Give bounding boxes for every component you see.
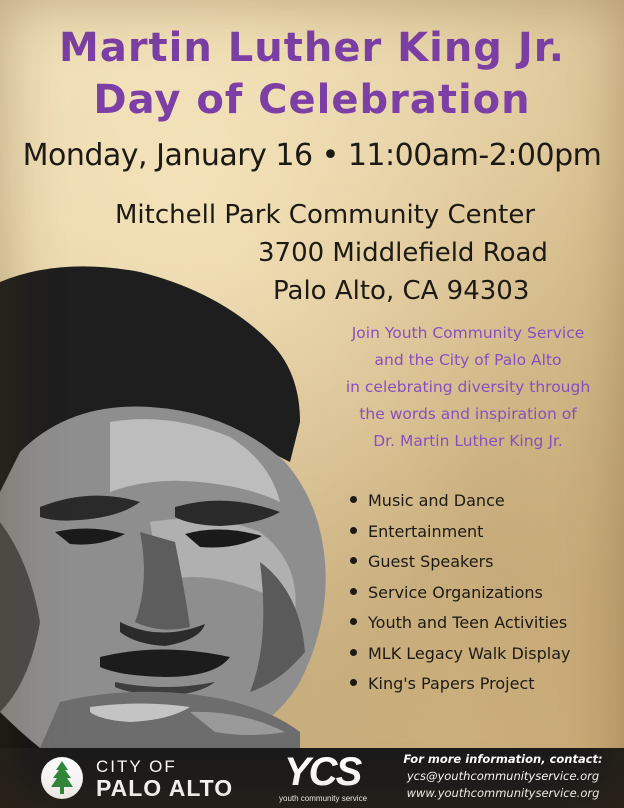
intro-line: Dr. Martin Luther King Jr. [373, 432, 563, 450]
list-item-label: Entertainment [368, 521, 484, 541]
bullet-icon [350, 679, 357, 686]
city-logo-bottom-text: PALO ALTO [96, 775, 234, 801]
list-item-label: King's Papers Project [368, 674, 535, 693]
palo-alto-tree-logo-icon [40, 756, 84, 800]
contact-website-link[interactable]: www.youthcommunityservice.org [406, 786, 600, 800]
street-address: 3700 Middlefield Road [258, 238, 548, 268]
bullet-icon [350, 496, 357, 503]
contact-heading: For more information, contact: [403, 752, 603, 766]
intro-text [318, 320, 618, 455]
list-item [350, 517, 570, 548]
ycs-tagline: youth community service [279, 794, 368, 803]
bullet-icon [350, 527, 357, 534]
footer-bar [0, 748, 624, 808]
bullet-icon [350, 649, 357, 656]
list-item-label: Guest Speakers [368, 552, 494, 571]
venue-name: Mitchell Park Community Center [115, 200, 536, 230]
bullet-icon [350, 557, 357, 564]
bullet-icon [350, 588, 357, 595]
intro-line: in celebrating diversity through [345, 378, 591, 396]
bullet-icon [350, 618, 357, 625]
list-item-label: Youth and Teen Activities [368, 613, 568, 632]
list-item-label: Music and Dance [368, 491, 505, 510]
intro-line: Join Youth Community Service [351, 324, 585, 342]
city-logo-top-text: CITY OF [96, 757, 177, 776]
intro-line: and the City of Palo Alto [374, 351, 562, 369]
event-date-time: Monday, January 16 • 11:00am-2:00pm [22, 138, 602, 173]
activities-list [350, 486, 570, 700]
list-item [350, 486, 570, 517]
ycs-logo: YCS [284, 750, 361, 794]
title-line-1: Martin Luther King Jr. [59, 25, 565, 71]
intro-line: the words and inspiration of [359, 405, 577, 423]
contact-email-link[interactable]: ycs@youthcommunityservice.org [406, 769, 600, 783]
city-state-zip: Palo Alto, CA 94303 [273, 276, 530, 306]
list-item [350, 578, 570, 609]
title-line-2: Day of Celebration [93, 77, 531, 123]
list-item [350, 669, 570, 700]
contact-info [394, 751, 612, 802]
list-item [350, 639, 570, 670]
list-item-label: MLK Legacy Walk Display [368, 643, 571, 663]
list-item [350, 608, 570, 639]
list-item-label: Service Organizations [368, 582, 543, 602]
list-item [350, 547, 570, 578]
